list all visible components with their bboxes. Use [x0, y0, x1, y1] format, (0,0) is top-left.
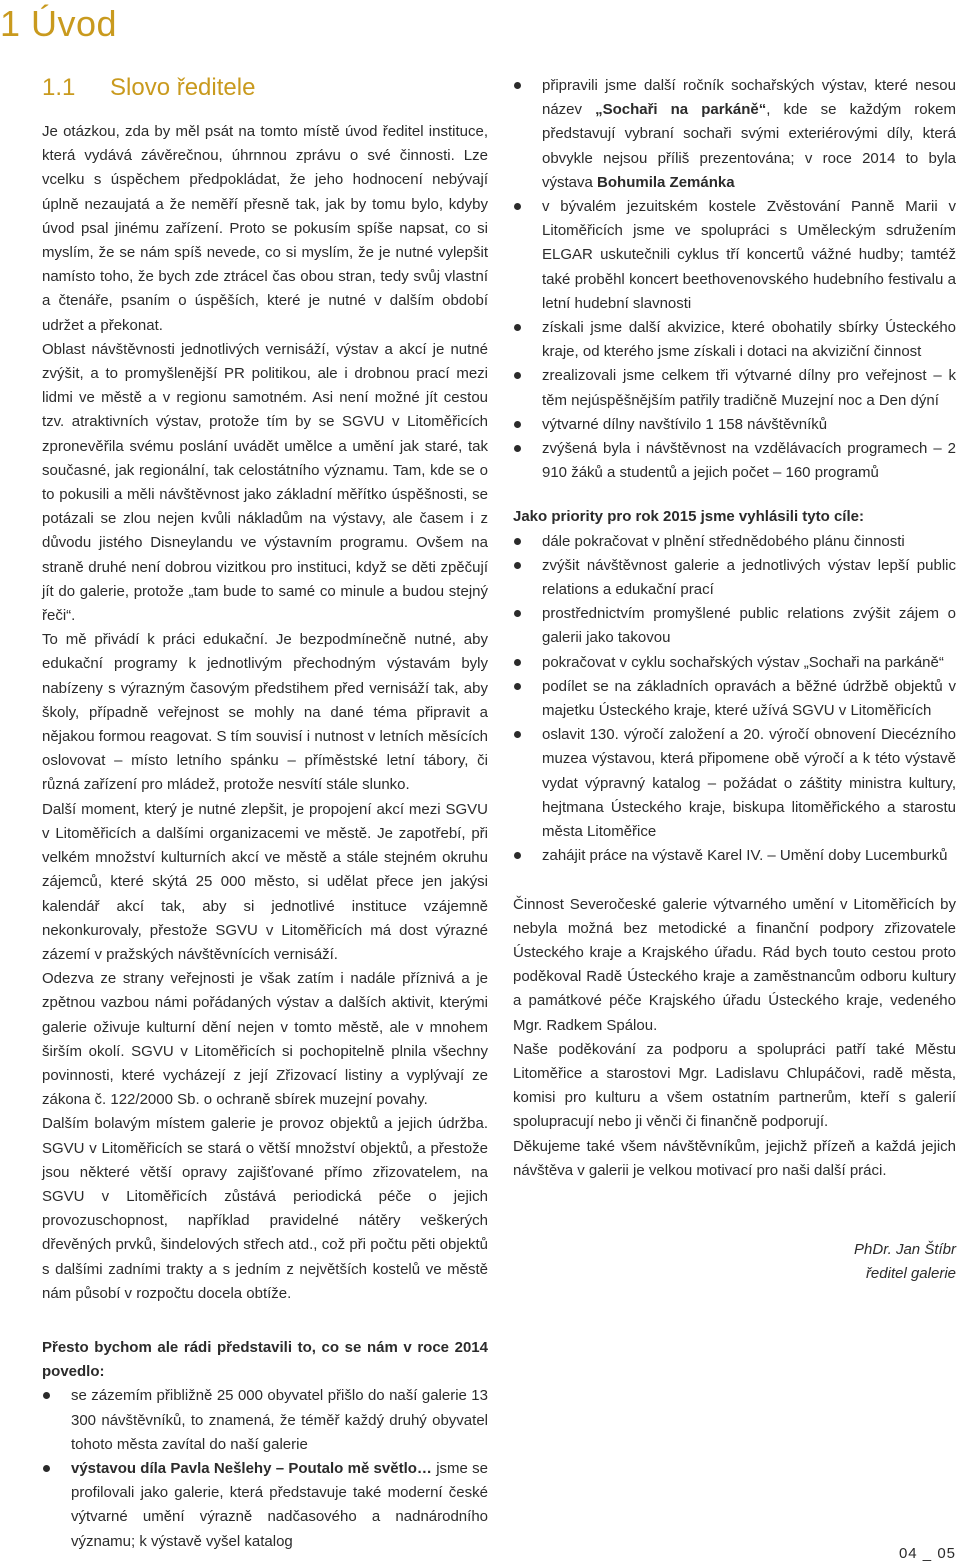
paragraph: Je otázkou, zda by měl psát na tomto místě úvod ředitel instituce, která vydává závěrečnou, úhrnnou zprávu o své činnosti. Lze vcelku s úspěchem předpokládat, že jeho hodnocení nebývají úplně nezaujatá a že neměří přesně tak, jak by tomu bylo, kdyby úvod psal jinému zařízení. Proto se pokusím spíše napsat, co si myslím, že se nám spíš nevede, co si myslím, že je nutné vylepšit namísto toho, že bych zde ztrácel čas obou stran, tedy svůj vlastní a čtenáře, psaním o úspěších, které je nutné v dalším období udržet a překonat.	[42, 123, 488, 334]
achievements-list	[42, 1384, 488, 1553]
list-item-text: zrealizovali jsme celkem tři výtvarné dílny pro veřejnost – k těm nejúspěšnějším patřily tradičně Muzejní noc a Den dýní	[542, 367, 956, 409]
list-item-text: připravili jsme další ročník sochařských výstav, které nesou název	[542, 77, 956, 119]
closing-paragraph: Činnost Severočeské galerie výtvarného umění v Litoměřicích by nebyla možná bez metodické a finanční podpory zřizovatele Ústeckého kraje a Krajského úřadu. Rád bych touto cestou proto poděkoval Radě Ústeckého kraje a zaměstnancům odboru kultury a památkové péče Krajského úřadu Ústeckého kraje, vedeného Mgr. Radkem Spálou.	[513, 895, 956, 1034]
list-item	[513, 413, 956, 437]
achievements-list-continued	[513, 74, 956, 485]
right-column	[513, 74, 956, 1183]
paragraph: Další moment, který je nutné zlepšit, je propojení akcí mezi SGVU v Litoměřicích a dalšími organizacemi ve městě. Je zapotřebí, při velkém množství kulturních akcí ve městě a stále stejném okruhu zájemců, které skýtá 25 000 město, si udělat přece jen jakýsi kalendář akcí tak, aby si jednotlivé instituce vzájemně nekonkurovaly, přestože SGVU v Litoměřicích má dost výrazné zázemí v pražských návštěvnících vernisáží.	[42, 800, 488, 963]
signature-role: ředitel galerie	[865, 1265, 956, 1282]
priorities-list	[513, 530, 956, 869]
signature-name: PhDr. Jan Štíbr	[854, 1241, 956, 1258]
priority-item: zvýšit návštěvnost galerie a jednotlivých výstav lepší public relations a edukační prací	[513, 554, 956, 602]
list-item	[513, 316, 956, 364]
priority-item: podílet se na základních opravách a běžné údržbě objektů v majetku Ústeckého kraje, které užívá SGVU v Litoměřicích	[513, 675, 956, 723]
list-item-text: výtvarné dílny navštívilo 1 158 návštěvníků	[542, 415, 828, 433]
list-item	[513, 74, 956, 195]
closing-paragraph: Naše poděkování za podporu a spolupráci patří také Městu Litoměřice a starostovi Mgr. Ladislavu Chlupáčovi, radě města, komisi pro kulturu a všem ostatním partnerům, kteří s galerií spolupracují nebo ji věnči či finančně podporují.	[513, 1040, 956, 1131]
achievements-heading: Přesto bychom ale rádi představili to, co se nám v roce 2014 povedlo:	[42, 1338, 488, 1381]
page-number: 04 _ 05	[898, 1545, 956, 1562]
list-item-text: zvýšená byla i návštěvnost na vzdělávacích programech – 2 910 žáků a studentů a jejich počet – 160 programů	[542, 440, 956, 482]
priority-item: prostřednictvím promyšlené public relations zvýšit zájem o galerii jako takovou	[513, 602, 956, 650]
list-item	[513, 364, 956, 412]
list-item-text: , kde se každým rokem představují vybraní sochaři svými exteriérovými díly, která obvykle nejsou příliš prezentována; v roce 2014 to byla výstava	[542, 101, 956, 191]
section-title-text: Slovo ředitele	[110, 74, 256, 101]
list-item	[42, 1384, 488, 1457]
list-item	[42, 1457, 488, 1554]
priority-item: zahájit práce na výstavě Karel IV. – Umění doby Lucemburků	[513, 844, 956, 868]
priority-item: dále pokračovat v plnění střednědobého plánu činnosti	[513, 530, 956, 554]
section-number: 1.1	[42, 74, 76, 101]
list-item	[513, 195, 956, 316]
list-item-text: se zázemím přibližně 25 000 obyvatel přišlo do naší galerie 13 300 návštěvníků, to znamená, že téměř každý druhý obyvatel tohoto města zavítal do naší galerie	[71, 1387, 488, 1453]
priorities-heading: Jako priority pro rok 2015 jsme vyhlásili tyto cíle:	[513, 508, 864, 526]
paragraph: Oblast návštěvnosti jednotlivých vernisáží, výstav a akcí je nutné zvýšit, a to promyšlenější PR politikou, ale i drobnou prací mezi lidmi ve městě a v regionu samotném. Asi není možné jít cestou tzv. atraktivních výstav, protože tím by se SGVU v Litoměřicích zpronevěřila svému poslání uvádět umělce a umění jak staré, tak současné, jak regionální, tak celostátního významu. Tam, kde se o to pokusili a měli návštěvnost jako základní měřítko úspěšnosti, se potázali se zlou nejen kvůli nákladům na výstavy, ale časem i z důvodu jistého Disneylandu ve výstavním programu. Ovšem na straně druhé není dobrou vizitkou pro instituci, když se děti zpěčují jít do galerie, protože „tam bude to samé co minule a budou stejný řeči“.	[42, 340, 488, 625]
list-item-text: v bývalém jezuitském kostele Zvěstování Panně Marii v Litoměřicích jsme ve spolupráci s Uměleckým sdružením ELGAR uskutečnili cyklus tří koncertů vážné hudby; tamtéž také proběhl koncert beethovenovského hudebního festivalu a letní hudební slavnosti	[542, 198, 956, 312]
priority-item: oslavit 130. výročí založení a 20. výročí obnovení Diecézního muzea výstavou, která připomene obě výročí a k této výstavě vydat výpravný katalog – požádat o záštity ministra kultury, hejtmana Ústeckého kraje, biskupa litoměřického a starostu města Litoměřice	[513, 723, 956, 844]
chapter-title: 1 Úvod	[0, 3, 118, 44]
list-item-bold: výstavou díla Pavla Nešlehy – Poutalo mě světlo…	[71, 1459, 432, 1477]
list-item	[513, 437, 956, 485]
left-column	[42, 120, 488, 1554]
paragraph: Odezva ze strany veřejnosti je však zatím i nadále příznivá a je zpětnou vazbou námi pořádaných výstav a dalších aktivit, kterými galerie oživuje kulturní dění nejen v tomto městě, ale v mnohem širším okolí. SGVU v Litoměřicích si pochopitelně plnila všechny povinnosti, které vycházejí z její Zřizovací listiny a vyplývají ze zákona č. 122/2000 Sb. o ochraně sbírek muzejní povahy.	[42, 970, 488, 1109]
priority-item: pokračovat v cyklu sochařských výstav „Sochaři na parkáně“	[513, 651, 956, 675]
paragraph: To mě přivádí k práci edukační. Je bezpodmínečně nutné, aby edukační programy k jednotlivým přechodným výstavám byly nabízeny s výrazným časovým předstihem před vernisáží tak, aby školy, případně veřejnost se mohly na dané téma připravit a nějakou formou reagovat. S tím souvisí i nutnost v letních měsících oslovovat – místo letního spánku – příměstské letní tábory, či různá zařízení pro mládež, protože nesvítí stále slunko.	[42, 631, 488, 794]
section-title	[42, 70, 255, 106]
list-item-bold: „Sochaři na parkáně“	[595, 101, 767, 119]
list-item-text: získali jsme další akvizice, které obohatily sbírky Ústeckého kraje, od kterého jsme získali i dotaci na akviziční činnost	[542, 319, 956, 361]
signature	[854, 1238, 956, 1286]
closing-paragraph: Děkujeme také všem návštěvníkům, jejichž přízeň a každá jejich návštěva v galerii je velkou motivací pro naši další práci.	[513, 1137, 956, 1179]
list-item-text: jsme se profilovali jako galerie, která představuje také moderní české výtvarné umění výrazně nadčasového a nadnárodního významu; k výstavě vyšel katalog	[71, 1459, 488, 1550]
paragraph: Dalším bolavým místem galerie je provoz objektů a jejich údržba. SGVU v Litoměřicích se stará o větší množství objektů, a přestože jsou některé větší opravy zajišťované přímo zřizovatelem, na SGVU v Litoměřicích zůstává periodická péče o jejich provozuschopnost, například pravidelné nátěry veškerých dřevěných prvků, šindelových střech atd., což při počtu pěti objektů s dalšími zadními trakty a s jedním z největších kostelů ve městě nám působí v rozpočtu docela obtíže.	[42, 1115, 488, 1302]
list-item-bold: Bohumila Zemánka	[597, 173, 735, 191]
